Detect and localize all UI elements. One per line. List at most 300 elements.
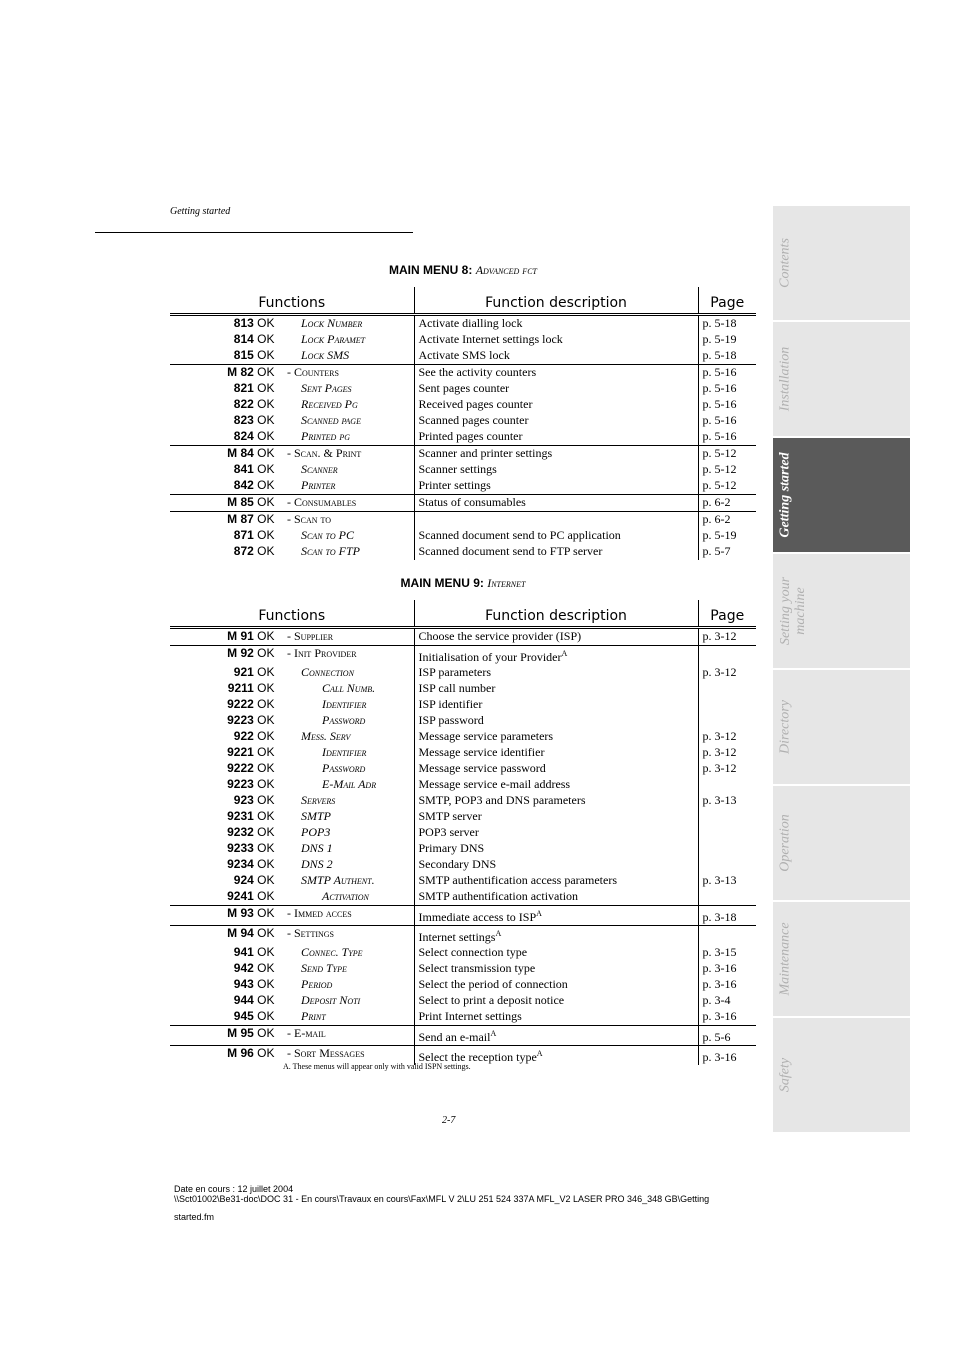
- description-text: Select connection type: [418, 945, 528, 959]
- page-cell: p. 5-19: [702, 528, 737, 542]
- function-cell: [170, 528, 414, 544]
- description-text: Select to print a deposit notice: [418, 993, 565, 1007]
- page-cell: [698, 841, 756, 857]
- function-label: Scanned page: [301, 413, 361, 427]
- function-cell: [170, 315, 414, 333]
- description-text: Activate dialling lock: [418, 316, 523, 330]
- ok-key: OK: [253, 761, 275, 775]
- function-cell: [170, 926, 414, 946]
- description-text: Activate SMS lock: [418, 348, 510, 362]
- table-row: [170, 906, 756, 926]
- table-row: [170, 889, 756, 906]
- tab-setting-your-machine[interactable]: [773, 554, 910, 668]
- description-text: ISP identifier: [418, 697, 483, 711]
- page-cell: [698, 889, 756, 906]
- description-text: ISP parameters: [418, 665, 492, 679]
- footnote: A. These menus will appear only with valid ISPN settings.: [283, 1062, 471, 1071]
- ok-key: OK: [253, 729, 275, 743]
- description-text: Secondary DNS: [418, 857, 497, 871]
- function-label: Printer: [301, 478, 336, 492]
- menu9-title: [170, 576, 756, 591]
- ok-key: OK: [253, 446, 275, 460]
- table-row: [170, 1009, 756, 1026]
- function-cell: [170, 665, 414, 681]
- description-cell: [414, 381, 698, 397]
- function-label: Received Pg: [301, 397, 358, 411]
- description-text: Internet settings: [418, 930, 496, 944]
- description-cell: [414, 495, 698, 512]
- description-text: Immediate access to ISP: [418, 910, 537, 924]
- menu8-title-main: MAIN MENU 8:: [389, 263, 476, 277]
- ok-key: OK: [253, 889, 275, 903]
- function-number: 9231: [227, 809, 254, 823]
- description-text: Received pages counter: [418, 397, 533, 411]
- table-row: [170, 873, 756, 889]
- function-cell: [170, 681, 414, 697]
- page-cell: p. 5-16: [702, 381, 737, 395]
- ok-key: OK: [253, 629, 275, 643]
- table-row: [170, 993, 756, 1009]
- page-cell: p. 3-16: [702, 977, 737, 991]
- function-number: 872: [233, 544, 254, 558]
- tab-label: Directory: [777, 700, 793, 754]
- description-text: SMTP authentification access parameters: [418, 873, 617, 887]
- description-cell: [414, 873, 698, 889]
- page-cell: p. 5-19: [702, 332, 737, 346]
- function-cell: [170, 381, 414, 397]
- function-cell: [170, 413, 414, 429]
- description-cell: [414, 825, 698, 841]
- table-row: [170, 809, 756, 825]
- function-label: - Counters: [287, 365, 339, 379]
- function-cell: [170, 429, 414, 446]
- ok-key: OK: [253, 478, 275, 492]
- description-text: Sent pages counter: [418, 381, 510, 395]
- description-text: ISP call number: [418, 681, 496, 695]
- description-cell: [414, 977, 698, 993]
- function-number: M 95: [227, 1026, 254, 1040]
- function-cell: [170, 446, 414, 463]
- description-cell: [414, 857, 698, 873]
- function-cell: [170, 478, 414, 495]
- page-cell: [698, 809, 756, 825]
- function-number: 9221: [227, 745, 254, 759]
- description-cell: [414, 793, 698, 809]
- col-header-page: Page: [698, 600, 756, 628]
- table-row: [170, 528, 756, 544]
- tab-label: Setting your machine: [778, 576, 808, 646]
- description-cell: [414, 365, 698, 382]
- description-cell: [414, 841, 698, 857]
- function-code: [227, 512, 274, 527]
- page-cell: p. 3-16: [702, 961, 737, 975]
- page-cell: p. 5-12: [698, 446, 756, 463]
- ok-key: OK: [253, 961, 275, 975]
- function-code: [227, 629, 274, 644]
- ok-key: OK: [253, 825, 275, 839]
- description-text: Scanner and printer settings: [418, 446, 553, 460]
- function-number: M 96: [227, 1046, 254, 1060]
- running-header: Getting started: [170, 206, 231, 217]
- table-row: [170, 397, 756, 413]
- description-text: Activate Internet settings lock: [418, 332, 563, 346]
- tab-installation[interactable]: [773, 322, 910, 436]
- footnote-marker: A: [536, 909, 542, 918]
- ok-key: OK: [253, 544, 275, 558]
- function-code: [234, 665, 275, 680]
- function-cell: [170, 1026, 414, 1046]
- table-row: [170, 777, 756, 793]
- table-row: [170, 825, 756, 841]
- page-cell: p. 3-12: [702, 761, 737, 775]
- ok-key: OK: [253, 462, 275, 476]
- function-cell: [170, 825, 414, 841]
- ok-key: OK: [253, 512, 275, 526]
- function-cell: [170, 365, 414, 382]
- function-code: [234, 381, 275, 396]
- description-text: Select the reception type: [418, 1050, 537, 1064]
- function-number: 9223: [227, 713, 254, 727]
- function-label: Deposit Noti: [301, 993, 361, 1007]
- description-text: SMTP, POP3 and DNS parameters: [418, 793, 586, 807]
- page-cell: [698, 825, 756, 841]
- tab-label: Contents: [777, 238, 793, 288]
- function-code: [227, 825, 274, 840]
- footer-date: Date en cours : 12 juillet 2004: [174, 1184, 294, 1194]
- description-text: POP3 server: [418, 825, 479, 839]
- description-cell: [414, 512, 698, 529]
- col-header-functions: Functions: [170, 600, 414, 628]
- page-cell: p. 5-18: [702, 348, 737, 362]
- footnote-marker: A: [536, 1049, 543, 1058]
- description-cell: [414, 729, 698, 745]
- function-number: 871: [233, 528, 254, 542]
- function-label: Scan to FTP: [301, 544, 360, 558]
- function-label: DNS 2: [301, 857, 333, 871]
- function-label: Scanner: [301, 462, 338, 476]
- page-cell: p. 5-12: [702, 462, 737, 476]
- ok-key: OK: [253, 1046, 275, 1060]
- page-cell: p. 3-13: [702, 793, 737, 807]
- function-code: [227, 713, 274, 728]
- description-cell: [414, 906, 698, 926]
- function-code: [227, 809, 274, 824]
- table-header-row: [170, 600, 756, 628]
- table-row: [170, 348, 756, 365]
- function-cell: [170, 628, 414, 646]
- description-text: Primary DNS: [418, 841, 485, 855]
- function-code: [234, 478, 275, 493]
- footnote-marker: A: [561, 649, 568, 658]
- tab-maintenance[interactable]: [773, 902, 910, 1016]
- function-cell: [170, 512, 414, 529]
- function-cell: [170, 945, 414, 961]
- table-row: [170, 315, 756, 333]
- table-row: [170, 462, 756, 478]
- description-cell: [414, 544, 698, 560]
- description-cell: [414, 961, 698, 977]
- function-number: 942: [233, 961, 254, 975]
- function-label: Call Numb.: [322, 681, 376, 695]
- table-row: [170, 745, 756, 761]
- tab-label: Installation: [777, 346, 793, 412]
- table-row: [170, 977, 756, 993]
- function-code: [234, 429, 275, 444]
- function-label: Print: [301, 1009, 326, 1023]
- description-cell: [414, 528, 698, 544]
- description-cell: [414, 889, 698, 906]
- function-code: [227, 926, 274, 941]
- table-row: [170, 544, 756, 560]
- footer-path-file: started.fm: [174, 1212, 215, 1222]
- table-row: [170, 697, 756, 713]
- tab-operation[interactable]: [773, 786, 910, 900]
- ok-key: OK: [253, 528, 275, 542]
- function-cell: [170, 462, 414, 478]
- page-cell: [698, 926, 756, 946]
- function-code: [227, 777, 274, 792]
- page-cell: p. 3-16: [702, 1009, 737, 1023]
- function-cell: [170, 809, 414, 825]
- ok-key: OK: [253, 413, 275, 427]
- function-cell: [170, 332, 414, 348]
- description-text: Printer settings: [418, 478, 491, 492]
- ok-key: OK: [253, 857, 275, 871]
- ok-key: OK: [253, 977, 275, 991]
- function-code: [234, 544, 275, 559]
- function-number: M 85: [227, 495, 254, 509]
- description-cell: [414, 628, 698, 646]
- function-label: Scan to PC: [301, 528, 354, 542]
- menu9-title-sub: Internet: [487, 576, 526, 590]
- table-row: [170, 332, 756, 348]
- function-code: [234, 462, 275, 477]
- page-cell: p. 5-18: [702, 316, 737, 330]
- table-row: [170, 365, 756, 382]
- function-number: 841: [233, 462, 254, 476]
- description-cell: [414, 1009, 698, 1026]
- table-row: [170, 628, 756, 646]
- function-cell: [170, 889, 414, 906]
- function-cell: [170, 761, 414, 777]
- function-cell: [170, 906, 414, 926]
- tab-label: Getting started: [777, 452, 793, 538]
- description-text: SMTP authentification activation: [418, 889, 579, 903]
- table-row: [170, 681, 756, 697]
- function-number: 813: [233, 316, 254, 330]
- tab-label: Safety: [777, 1057, 793, 1093]
- function-label: Identifier: [322, 697, 367, 711]
- description-cell: [414, 665, 698, 681]
- ok-key: OK: [253, 1009, 275, 1023]
- ok-key: OK: [253, 713, 275, 727]
- function-label: Password: [322, 761, 366, 775]
- menu8-title: [170, 263, 756, 278]
- description-cell: [414, 446, 698, 463]
- function-number: 924: [233, 873, 254, 887]
- function-cell: [170, 729, 414, 745]
- function-label: Activation: [322, 889, 369, 903]
- page-cell: p. 5-16: [702, 397, 737, 411]
- description-text: Status of consumables: [418, 495, 526, 509]
- function-code: [227, 446, 274, 461]
- function-number: 9241: [227, 889, 254, 903]
- description-text: Message service identifier: [418, 745, 545, 759]
- page-cell: p. 5-16: [698, 365, 756, 382]
- description-cell: [414, 429, 698, 446]
- col-header-page: Page: [698, 287, 756, 315]
- ok-key: OK: [253, 429, 275, 443]
- description-cell: [414, 713, 698, 729]
- page-cell: p. 3-18: [698, 906, 756, 926]
- function-number: M 91: [227, 629, 254, 643]
- description-text: Select the period of connection: [418, 977, 568, 991]
- col-header-description: Function description: [414, 287, 698, 315]
- function-number: 815: [233, 348, 254, 362]
- page-cell: p. 3-12: [702, 629, 737, 643]
- description-cell: [414, 1026, 698, 1046]
- function-number: 823: [233, 413, 254, 427]
- function-label: - Settings: [287, 926, 334, 940]
- function-number: 842: [233, 478, 254, 492]
- description-cell: [414, 315, 698, 333]
- ok-key: OK: [253, 841, 275, 855]
- ok-key: OK: [253, 745, 275, 759]
- table-row: [170, 381, 756, 397]
- page-cell: p. 3-12: [702, 729, 737, 743]
- tab-directory[interactable]: [773, 670, 910, 784]
- function-code: [234, 316, 275, 331]
- function-number: 945: [233, 1009, 254, 1023]
- function-label: Password: [322, 713, 366, 727]
- function-cell: [170, 977, 414, 993]
- function-cell: [170, 745, 414, 761]
- function-code: [234, 873, 275, 888]
- table-row: [170, 729, 756, 745]
- table-row: [170, 478, 756, 495]
- function-code: [234, 961, 275, 976]
- table-row: [170, 945, 756, 961]
- ok-key: OK: [253, 993, 275, 1007]
- function-label: Send Type: [301, 961, 347, 975]
- function-code: [227, 857, 274, 872]
- function-code: [227, 889, 274, 904]
- description-cell: [414, 348, 698, 365]
- function-cell: [170, 348, 414, 365]
- function-label: E-Mail Adr: [322, 777, 377, 791]
- footnote-marker: A: [490, 1029, 497, 1038]
- description-text: Scanned pages counter: [418, 413, 529, 427]
- tab-getting-started[interactable]: [773, 438, 910, 552]
- table-row: [170, 926, 756, 946]
- ok-key: OK: [253, 646, 275, 660]
- description-cell: [414, 945, 698, 961]
- function-number: 821: [233, 381, 254, 395]
- ok-key: OK: [253, 777, 275, 791]
- function-label: Lock SMS: [301, 348, 350, 362]
- table-row: [170, 665, 756, 681]
- menu8-table: [170, 287, 756, 560]
- function-label: Lock Paramet: [301, 332, 366, 346]
- ok-key: OK: [253, 495, 275, 509]
- function-code: [227, 745, 274, 760]
- tab-contents[interactable]: [773, 206, 910, 320]
- description-cell: [414, 761, 698, 777]
- function-number: M 93: [227, 906, 254, 920]
- function-label: SMTP Authent.: [301, 873, 375, 887]
- description-text: Print Internet settings: [418, 1009, 522, 1023]
- description-cell: [414, 646, 698, 666]
- table-row: [170, 961, 756, 977]
- function-code: [234, 1009, 275, 1024]
- function-number: 9222: [227, 761, 254, 775]
- description-cell: [414, 745, 698, 761]
- description-text: Scanned document send to FTP server: [418, 544, 603, 558]
- function-number: 9234: [227, 857, 254, 871]
- table-row: [170, 495, 756, 512]
- function-cell: [170, 1009, 414, 1026]
- function-label: - Scan to: [287, 512, 332, 526]
- function-label: - E-mail: [287, 1026, 326, 1040]
- function-cell: [170, 713, 414, 729]
- function-number: 9223: [227, 777, 254, 791]
- description-text: Select transmission type: [418, 961, 536, 975]
- description-text: Scanned document send to PC application: [418, 528, 621, 542]
- function-cell: [170, 793, 414, 809]
- description-cell: [414, 993, 698, 1009]
- description-cell: [414, 681, 698, 697]
- table-row: [170, 646, 756, 666]
- function-number: 814: [233, 332, 254, 346]
- tab-safety[interactable]: [773, 1018, 910, 1132]
- function-number: M 92: [227, 646, 254, 660]
- function-number: 9222: [227, 697, 254, 711]
- page-cell: p. 5-16: [702, 413, 737, 427]
- ok-key: OK: [253, 906, 275, 920]
- function-code: [227, 646, 274, 661]
- function-label: Connec. Type: [301, 945, 363, 959]
- ok-key: OK: [253, 809, 275, 823]
- page-cell: [698, 697, 756, 713]
- function-code: [227, 365, 274, 380]
- function-label: Period: [301, 977, 333, 991]
- function-number: 9211: [227, 681, 254, 695]
- page-cell: p. 3-4: [702, 993, 731, 1007]
- description-cell: [414, 413, 698, 429]
- function-code: [227, 761, 274, 776]
- page-cell: p. 5-12: [702, 478, 737, 492]
- function-number: M 84: [227, 446, 254, 460]
- description-text: Scanner settings: [418, 462, 497, 476]
- function-code: [234, 332, 275, 347]
- function-cell: [170, 397, 414, 413]
- tab-label: Maintenance: [777, 922, 793, 996]
- function-code: [227, 495, 274, 510]
- function-number: M 82: [227, 365, 254, 379]
- ok-key: OK: [253, 348, 275, 362]
- function-label: Connection: [301, 665, 354, 679]
- ok-key: OK: [253, 681, 275, 695]
- page-cell: p. 5-16: [702, 429, 737, 443]
- function-label: - Immed acces: [287, 906, 352, 920]
- ok-key: OK: [253, 1026, 275, 1040]
- page-cell: p. 3-12: [702, 745, 737, 759]
- ok-key: OK: [253, 381, 275, 395]
- description-text: Initialisation of your Provider: [418, 650, 562, 664]
- page-cell: p. 3-15: [702, 945, 737, 959]
- function-number: 921: [233, 665, 254, 679]
- function-code: [234, 413, 275, 428]
